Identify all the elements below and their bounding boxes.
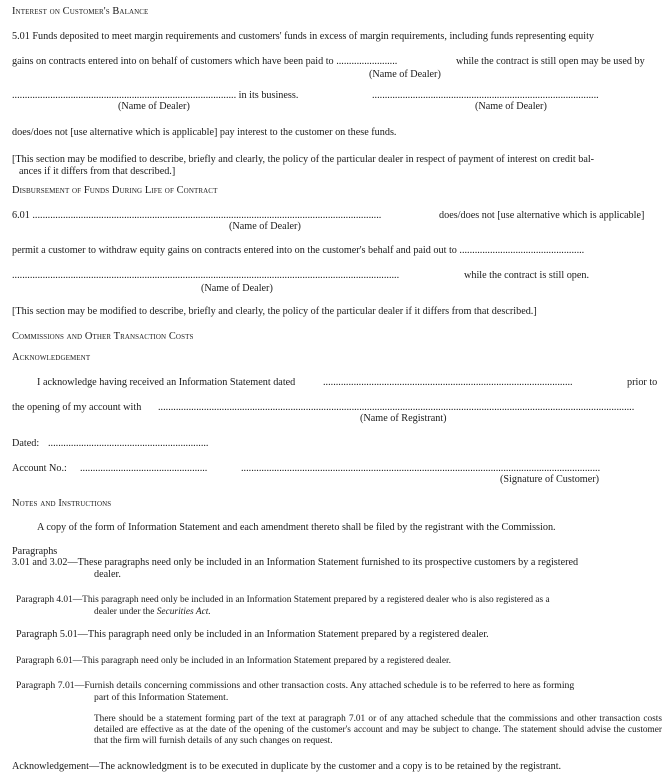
registrant-name-field[interactable]: ........................................................................................................................................................................................... xyxy=(158,402,635,413)
signature-caption: (Signature of Customer) xyxy=(500,474,600,485)
name-of-dealer-caption: (Name of Dealer) xyxy=(118,101,190,112)
note-4-01: Paragraph 4.01—This paragraph need only be included in an Information Statement prepared by a registered dealer who is also registered as a xyxy=(16,595,550,605)
acknowledgement-line: prior to xyxy=(627,377,658,388)
acknowledgement-line: the opening of my account with xyxy=(12,402,142,413)
modify-note: ances if it differs from that described.] xyxy=(19,166,176,177)
section-heading-interest: Interest on Customer's Balance xyxy=(12,6,149,17)
paragraph-5-01-line: ......................................................................................... xyxy=(372,90,599,101)
notes-intro: A copy of the form of Information Statement and each amendment thereto shall be filed by the registrant with the Commission. xyxy=(37,522,556,533)
dated-label: Dated: xyxy=(12,438,40,449)
note-7-01-subparagraph: There should be a statement forming part of the text at paragraph 7.01 or of any attached schedule that the commissions and other transaction costs detailed are effective as at the date of the opening of the customer's account and may be subject to change. The statement should advise the customer that the firm will furnish details of any such changes on request. xyxy=(94,714,662,746)
note-3-01-3-02: dealer. xyxy=(94,569,121,580)
name-of-dealer-caption: (Name of Dealer) xyxy=(229,221,301,232)
paragraph-5-01-line: does/does not [use alternative which is applicable] pay interest to the customer on these funds. xyxy=(12,127,397,138)
acknowledgement-note: Acknowledgement—The acknowledgment is to be executed in duplicate by the customer and a copy is to be retained by the registrant. xyxy=(12,761,562,772)
paragraph-6-01-line: while the contract is still open. xyxy=(464,270,590,281)
section-heading-disbursement: Disbursement of Funds During Life of Contract xyxy=(12,185,218,196)
modify-note: [This section may be modified to describe, briefly and clearly, the policy of the particular dealer in respect of payment of interest on credit bal- xyxy=(12,154,595,165)
acknowledgement-line: I acknowledge having received an Information Statement dated xyxy=(37,377,296,388)
section-heading-notes: Notes and Instructions xyxy=(12,498,112,509)
paragraph-6-01-line: permit a customer to withdraw equity gains on contracts entered into on the customer's behalf and paid out to ................................................. xyxy=(12,245,585,256)
securities-act-reference: Securities Act. xyxy=(156,607,211,617)
note-4-01 xyxy=(94,606,211,618)
paragraph-5-01-line: while the contract is still open may be used by xyxy=(456,56,645,67)
paragraph-6-01-line: ........................................................................................................................................................ xyxy=(12,270,400,281)
note-7-01: part of this Information Statement. xyxy=(94,692,229,703)
paragraph-6-01-line: 6.01 ......................................................................................................................................... xyxy=(12,210,382,221)
name-of-dealer-caption: (Name of Dealer) xyxy=(475,101,547,112)
paragraph-5-01-line: gains on contracts entered into on behalf of customers which have been paid to ........................ xyxy=(12,56,398,67)
paragraph-5-01-line: 5.01 Funds deposited to meet margin requirements and customers' funds in excess of margin requirements, including funds representing equity xyxy=(12,31,595,42)
note-4-01-text: dealer under the xyxy=(94,607,157,617)
note-5-01: Paragraph 5.01—This paragraph need only be included in an Information Statement prepared by a registered dealer. xyxy=(16,629,489,640)
name-of-dealer-caption: (Name of Dealer) xyxy=(201,283,273,294)
account-number-field[interactable]: .................................................. xyxy=(80,463,208,474)
name-of-registrant-caption: (Name of Registrant) xyxy=(360,413,447,424)
note-7-01: Paragraph 7.01—Furnish details concerning commissions and other transaction costs. Any attached schedule is to be referred to here as forming xyxy=(16,680,575,691)
note-3-01-3-02: 3.01 and 3.02—These paragraphs need only be included in an Information Statement furnished to its prospective customers by a registered xyxy=(12,557,579,568)
paragraph-5-01-line: ........................................................................................ in its business. xyxy=(12,90,299,101)
section-heading-commissions: Commissions and Other Transaction Costs xyxy=(12,331,194,342)
section-heading-acknowledgement: Acknowledgement xyxy=(12,352,91,363)
dated-field[interactable]: ............................................................... xyxy=(48,438,209,449)
paragraphs-label: Paragraphs xyxy=(12,546,58,557)
paragraph-6-01-line: does/does not [use alternative which is applicable] xyxy=(439,210,645,221)
modify-note: [This section may be modified to describe, briefly and clearly, the policy of the particular dealer if it differs from that described.] xyxy=(12,306,537,317)
note-6-01: Paragraph 6.01—This paragraph need only be included in an Information Statement prepared by a registered dealer. xyxy=(16,656,451,666)
account-number-label: Account No.: xyxy=(12,463,67,474)
date-received-field[interactable]: .................................................................................................. xyxy=(323,377,573,388)
name-of-dealer-caption: (Name of Dealer) xyxy=(369,69,441,80)
signature-field[interactable]: ............................................................................................................................................. xyxy=(241,463,601,474)
